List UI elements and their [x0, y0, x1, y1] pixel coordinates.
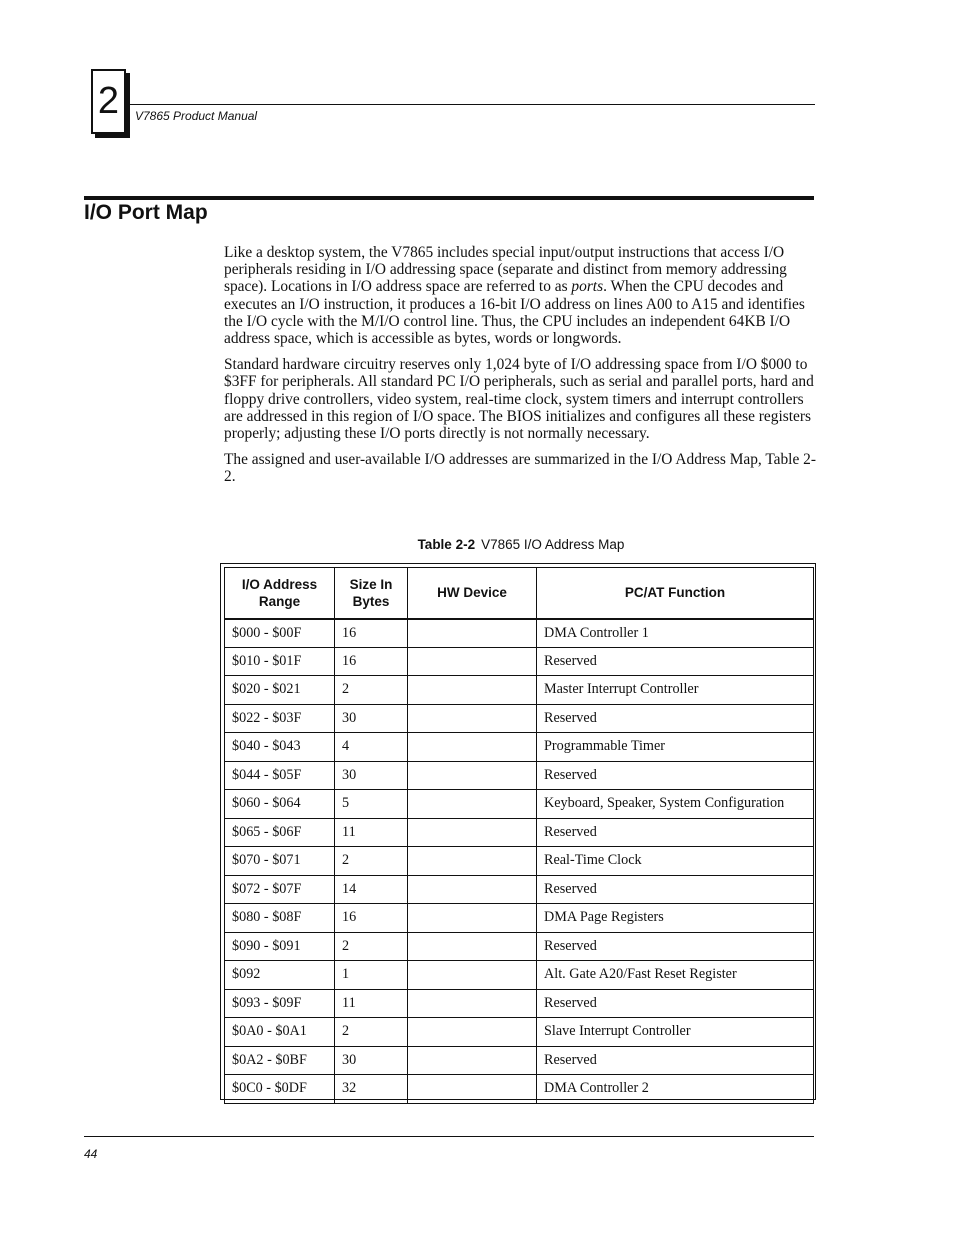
address-range-cell: $020 - $021 [225, 676, 335, 705]
table-row [225, 704, 814, 733]
address-range-cell: $080 - $08F [225, 904, 335, 933]
function-cell: Reserved [537, 932, 814, 961]
table-caption [224, 537, 818, 552]
address-range-cell: $093 - $09F [225, 989, 335, 1018]
table-row [225, 989, 814, 1018]
table-row [225, 761, 814, 790]
header-rule [127, 104, 815, 105]
paragraph-3: The assigned and user-available I/O addresses are summarized in the I/O Address Map, Table 2-2. [224, 451, 816, 486]
paragraph-1-end: . When the CPU decodes and executes an I/O instruction, it produces a 16-bit I/O address on lines A00 to A15 and identifies the I/O cycle with the M/I/O control line. Thus, the CPU includes an independent 64KB I/O address space, which is accessible as bytes, words or longwords. [224, 278, 805, 348]
address-range-cell: $010 - $01F [225, 647, 335, 676]
size-cell: 1 [335, 961, 408, 990]
table-row [225, 619, 814, 648]
running-title: V7865 Product Manual [135, 109, 258, 123]
table-row [225, 1046, 814, 1075]
table-body [225, 619, 814, 1104]
address-range-cell: $072 - $07F [225, 875, 335, 904]
hw-device-cell [408, 847, 537, 876]
hw-device-cell [408, 1018, 537, 1047]
address-range-cell: $022 - $03F [225, 704, 335, 733]
header-hw-device: HW Device [408, 568, 537, 619]
function-cell: DMA Controller 2 [537, 1075, 814, 1104]
function-cell: Alt. Gate A20/Fast Reset Register [537, 961, 814, 990]
function-cell: Reserved [537, 989, 814, 1018]
size-cell: 2 [335, 932, 408, 961]
address-range-cell: $0C0 - $0DF [225, 1075, 335, 1104]
table-row [225, 647, 814, 676]
address-range-cell: $065 - $06F [225, 818, 335, 847]
address-range-cell: $040 - $043 [225, 733, 335, 762]
hw-device-cell [408, 761, 537, 790]
hw-device-cell [408, 875, 537, 904]
function-cell: DMA Page Registers [537, 904, 814, 933]
function-cell: Reserved [537, 761, 814, 790]
address-range-cell: $0A0 - $0A1 [225, 1018, 335, 1047]
paragraph-1 [224, 244, 818, 347]
address-range-cell: $060 - $064 [225, 790, 335, 819]
address-range-cell: $0A2 - $0BF [225, 1046, 335, 1075]
size-cell: 30 [335, 1046, 408, 1075]
size-cell: 11 [335, 818, 408, 847]
table-row [225, 818, 814, 847]
hw-device-cell [408, 619, 537, 648]
io-address-map-frame [220, 563, 816, 1100]
function-cell: DMA Controller 1 [537, 619, 814, 648]
hw-device-cell [408, 818, 537, 847]
function-cell: Real-Time Clock [537, 847, 814, 876]
function-cell: Programmable Timer [537, 733, 814, 762]
hw-device-cell [408, 1046, 537, 1075]
address-range-cell: $000 - $00F [225, 619, 335, 648]
paragraph-2: Standard hardware circuitry reserves only 1,024 byte of I/O addressing space from I/O $000 to $3FF for peripherals. All standard PC I/O peripherals, such as serial and parallel ports, hard and floppy drive controllers, video system, real-time clock, system timers and interrupt controllers are addressed in this region of I/O space. The BIOS initializes and configures all these registers properly; adjusting these I/O ports directly is not normally necessary. [224, 356, 814, 443]
table-row [225, 961, 814, 990]
size-cell: 32 [335, 1075, 408, 1104]
hw-device-cell [408, 989, 537, 1018]
section-title: I/O Port Map [84, 201, 208, 224]
table-row [225, 1018, 814, 1047]
hw-device-cell [408, 733, 537, 762]
table-row [225, 790, 814, 819]
header-pc-at-function: PC/AT Function [537, 568, 814, 619]
body-text [224, 244, 818, 495]
address-range-cell: $090 - $091 [225, 932, 335, 961]
function-cell: Reserved [537, 818, 814, 847]
size-cell: 5 [335, 790, 408, 819]
size-cell: 30 [335, 761, 408, 790]
paragraph-1-start: Like a desktop system, the V7865 includes special input/output instructions that access I/O peripherals residing in I/O addressing space (separate and distinct from memory addressing space). Locations in I/O address space are referred to as [224, 244, 787, 296]
function-cell: Reserved [537, 875, 814, 904]
table-row [225, 676, 814, 705]
page-number: 44 [84, 1147, 98, 1161]
table-header-row [225, 568, 814, 619]
address-range-cell: $070 - $071 [225, 847, 335, 876]
header-size-in-bytes: Size In Bytes [335, 568, 408, 619]
size-cell: 16 [335, 647, 408, 676]
header-address-range: I/O Address Range [225, 568, 335, 619]
function-cell: Keyboard, Speaker, System Configuration [537, 790, 814, 819]
table-caption-label: Table 2-2 [417, 537, 476, 552]
hw-device-cell [408, 961, 537, 990]
hw-device-cell [408, 647, 537, 676]
function-cell: Master Interrupt Controller [537, 676, 814, 705]
io-address-map-table [224, 567, 814, 1104]
table-row [225, 875, 814, 904]
size-cell: 2 [335, 1018, 408, 1047]
footer-rule [84, 1136, 814, 1137]
hw-device-cell [408, 932, 537, 961]
size-cell: 2 [335, 847, 408, 876]
ports-term: ports [571, 278, 604, 296]
table-row [225, 847, 814, 876]
address-range-cell: $092 [225, 961, 335, 990]
chapter-number: 2 [97, 80, 120, 122]
function-cell: Slave Interrupt Controller [537, 1018, 814, 1047]
size-cell: 4 [335, 733, 408, 762]
table-row [225, 932, 814, 961]
function-cell: Reserved [537, 704, 814, 733]
size-cell: 11 [335, 989, 408, 1018]
hw-device-cell [408, 904, 537, 933]
hw-device-cell [408, 1075, 537, 1104]
size-cell: 16 [335, 619, 408, 648]
function-cell: Reserved [537, 647, 814, 676]
section-rule [84, 196, 814, 200]
chapter-number-box [91, 69, 126, 134]
table-caption-text: V7865 I/O Address Map [481, 537, 625, 552]
hw-device-cell [408, 704, 537, 733]
table-row [225, 1075, 814, 1104]
table-row [225, 904, 814, 933]
size-cell: 16 [335, 904, 408, 933]
table-row [225, 733, 814, 762]
size-cell: 14 [335, 875, 408, 904]
hw-device-cell [408, 790, 537, 819]
hw-device-cell [408, 676, 537, 705]
function-cell: Reserved [537, 1046, 814, 1075]
size-cell: 30 [335, 704, 408, 733]
size-cell: 2 [335, 676, 408, 705]
address-range-cell: $044 - $05F [225, 761, 335, 790]
